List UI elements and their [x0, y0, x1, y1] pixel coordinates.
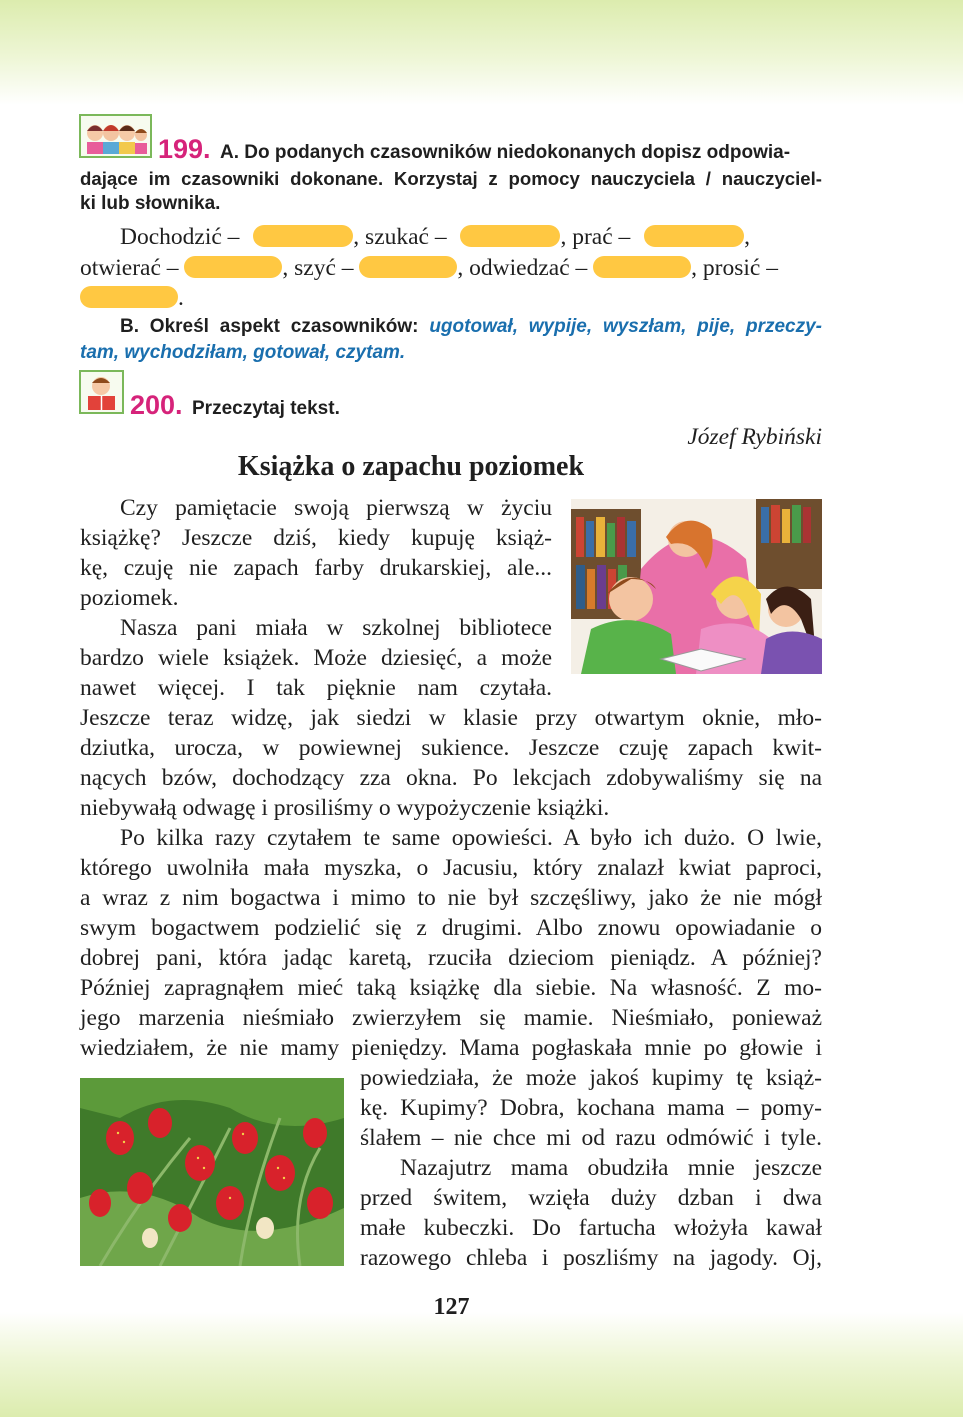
answer-blank[interactable] [644, 225, 744, 247]
text-line: a wraz z nim bogactwa i mimo to nie był szczęśliwy, jako że nie mógł [80, 885, 822, 911]
reading-illustration [571, 499, 822, 674]
group-work-icon [79, 114, 152, 158]
text-line: którego uwolniła mała myszka, o Jacusiu, który znalazł kwiat paproci, [80, 855, 822, 881]
text-line: nawet więcej. I tak pięknie nam czytała. [80, 675, 552, 701]
answer-blank[interactable] [184, 256, 282, 278]
text-line: poziomek. [80, 585, 179, 611]
answer-blank[interactable] [593, 256, 691, 278]
text-author: Józef Rybiński [687, 424, 822, 450]
text-line: Później zapragnąłem mieć taką książkę dla siebie. Na własność. Z mo- [80, 975, 822, 1001]
part-b-verbs-2: tam, wychodziłam, gotował, czytam. [80, 342, 406, 363]
text-line: dobrej pani, która jadąc karetą, rzuciła dzieciom pieniądz. A później? [80, 945, 822, 971]
text-line: bardzo wiele książek. Może dziesięć, a może [80, 645, 552, 671]
verb-prosic: , prosić – [691, 255, 778, 281]
verb-row-3-period: . [178, 285, 184, 311]
text-line: książkę? Jeszcze dziś, kiedy kupuję książ- [80, 525, 552, 551]
part-b-verbs-1: ugotował, wypije, wyszłam, pije, przeczy- [429, 316, 823, 337]
text-line: Nazajutrz mama obudziła mnie jeszcze [400, 1155, 822, 1181]
verb-odwiedzac: , odwiedzać – [457, 255, 588, 281]
exercise-199-instruction-line-1: A. Do podanych czasowników niedokonanych dopisz odpowia- [220, 142, 791, 163]
verb-dochodzic: Dochodzić – [120, 224, 240, 250]
strawberries-photo [80, 1078, 344, 1266]
exercise-199-number: 199. [158, 134, 211, 164]
text-line: Jeszcze teraz widzę, jak siedzi w klasie przy otwartym oknie, mło- [80, 705, 822, 731]
text-line: nących bzów, dochodzący zza okna. Po lekcjach zdobywaliśmy się na [80, 765, 822, 791]
text-line: kę, czuję nie zapach farby drukarskiej, ale... [80, 555, 552, 581]
bottom-decor-band [0, 1312, 963, 1417]
verb-row-2 [80, 253, 778, 284]
text-line: swym bogactwem podzielić się z drugimi. Albo znowu opowiadanie o [80, 915, 822, 941]
text-line: razowego chleba i poszliśmy na jagody. Oj, [360, 1245, 822, 1271]
text-line: przed świtem, wzięła duży dzban i dwa [360, 1185, 822, 1211]
page-number: 127 [433, 1294, 470, 1320]
verb-szukac: , szukać – [353, 224, 447, 250]
exercise-200-instruction: Przeczytaj tekst. [192, 398, 340, 419]
verb-prac: , prać – [560, 224, 631, 250]
text-line: dziutka, urocza, w powiewnej sukience. Jeszcze czuję zapach kwit- [80, 735, 822, 761]
answer-blank[interactable] [460, 225, 560, 247]
exercise-199-instruction-line-2: dające im czasowniki dokonane. Korzystaj z pomocy nauczyciela / nauczyciel- [80, 168, 822, 189]
text-line: Czy pamiętacie swoją pierwszą w życiu [120, 495, 552, 521]
part-b-prefix: B. Określ aspekt czasowników: [120, 316, 419, 337]
text-line: kę. Kupimy? Dobra, kochana mama – pomy- [360, 1095, 822, 1121]
verb-row-1 [120, 222, 750, 253]
text-line: małe kubeczki. Do fartucha włożyła kawał [360, 1215, 822, 1241]
text-line: jego marzenia nieśmiało zwierzyłem się mamie. Nieśmiało, ponieważ [80, 1005, 822, 1031]
exercise-200-number: 200. [130, 390, 183, 420]
verb-szyc: , szyć – [282, 255, 354, 281]
verb-row-3 [80, 283, 184, 314]
verb-otwierac: otwierać – [80, 255, 179, 281]
top-decor-band [0, 0, 963, 105]
answer-blank[interactable] [359, 256, 457, 278]
text-line: Po kilka razy czytałem te same opowieści. A było ich dużo. O lwie, [120, 825, 822, 851]
answer-blank[interactable] [80, 286, 178, 308]
text-line: niebywałą odwagę i prosiliśmy o wypożyczenie książki. [80, 795, 610, 821]
answer-blank[interactable] [253, 225, 353, 247]
exercise-199-part-b-line-1 [120, 314, 822, 340]
verb-row-1-comma: , [744, 224, 751, 250]
text-line: ślałem – nie chce mi od razu odmówić i tyle. [360, 1125, 822, 1151]
text-title: Książka o zapachu poziomek [237, 451, 585, 482]
text-line: powiedziała, że może jakoś kupimy tę książ- [360, 1065, 822, 1091]
reading-icon [79, 370, 124, 414]
text-line: wiedziałem, że nie mamy pieniędzy. Mama pogłaskała mnie po głowie i [80, 1035, 822, 1061]
exercise-199-instruction-line-3: ki lub słownika. [80, 193, 221, 214]
text-line: Nasza pani miała w szkolnej bibliotece [120, 615, 552, 641]
